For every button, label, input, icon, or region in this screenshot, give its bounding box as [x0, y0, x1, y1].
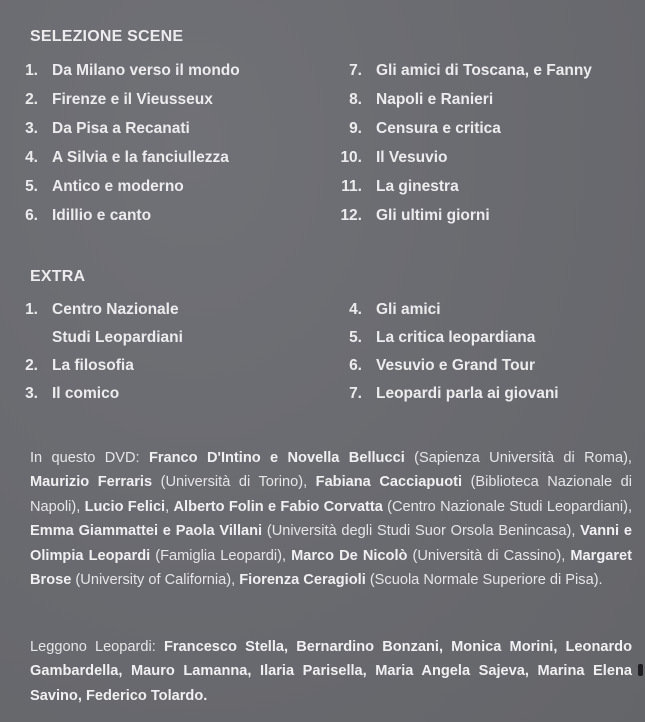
credit-affiliation: (Università degli Studi Suor Orsola Benincasa), — [262, 523, 581, 540]
extra-number: 7. — [349, 385, 362, 402]
extra-list-left — [16, 296, 183, 408]
scene-title: La ginestra — [376, 178, 459, 195]
scene-number: 9. — [349, 120, 362, 137]
extra-heading: EXTRA — [30, 268, 86, 285]
extra-number: 1. — [25, 301, 38, 318]
extra-item[interactable] — [16, 352, 183, 380]
scene-item[interactable] — [16, 114, 240, 143]
scene-item[interactable] — [16, 172, 240, 201]
scene-item[interactable] — [340, 56, 592, 85]
extra-item[interactable] — [340, 324, 559, 352]
credit-affiliation: (Sapienza Università di Roma), — [404, 450, 632, 466]
extra-title: Leopardi parla ai giovani — [376, 385, 559, 402]
extra-number: 2. — [25, 357, 38, 374]
scene-number: 12. — [340, 207, 362, 224]
credit-affiliation: (Università di Cassino), — [407, 547, 571, 564]
credit-name: Fiorenza Ceragioli — [239, 572, 366, 589]
credit-affiliation: (Biblioteca Nazionale di Napoli), — [30, 474, 633, 515]
credit-name: Franco D'Intino e Novella Bellucci — [148, 450, 405, 466]
scene-item[interactable] — [16, 201, 240, 230]
extra-title: Il comico — [52, 385, 120, 402]
scenes-heading: SELEZIONE SCENE — [30, 28, 184, 45]
extra-item[interactable] — [340, 352, 559, 380]
extra-title-continued: Studi Leopardiani — [52, 329, 183, 346]
scene-title: Napoli e Ranieri — [376, 91, 494, 108]
scenes-list-left — [16, 56, 240, 230]
credit-name: Emma Giammattei e Paola Villani — [30, 523, 263, 540]
credits-intro: In questo DVD: — [30, 450, 149, 466]
scene-number: 4. — [25, 149, 38, 166]
extra-item[interactable] — [16, 296, 183, 324]
scene-title: Antico e moderno — [52, 178, 184, 195]
scene-item[interactable] — [16, 85, 240, 114]
scene-title: Da Pisa a Recanati — [52, 120, 190, 137]
scene-title: Idillio e canto — [52, 207, 152, 224]
scene-item[interactable] — [16, 56, 240, 85]
extra-item[interactable] — [340, 380, 559, 408]
extra-item[interactable] — [340, 296, 559, 324]
scene-number: 10. — [340, 149, 362, 166]
scene-number: 5. — [25, 178, 38, 195]
extra-title: Gli amici — [376, 301, 441, 318]
scene-item[interactable] — [340, 172, 592, 201]
scene-title: Censura e critica — [376, 120, 501, 137]
extra-item[interactable] — [16, 380, 183, 408]
extra-title: La critica leopardiana — [376, 329, 536, 346]
credit-affiliation: , — [165, 498, 174, 515]
scene-item[interactable] — [340, 85, 592, 114]
scene-item[interactable] — [340, 143, 592, 172]
scene-title: Firenze e il Vieusseux — [52, 91, 213, 108]
credits-paragraph — [30, 446, 632, 592]
credit-affiliation: (Centro Nazionale Studi Leopardiani), — [382, 498, 633, 515]
credit-affiliation: (Famiglia Leopardi), — [150, 547, 292, 564]
credit-name: Marco De Nicolò — [291, 547, 408, 564]
credit-affiliation: (Scuola Normale Superiore di Pisa). — [365, 572, 603, 589]
scene-number: 11. — [341, 178, 362, 195]
credit-name: Lucio Felici — [84, 498, 166, 515]
scene-number: 6. — [25, 207, 38, 224]
credit-name: Fabiana Cacciapuoti — [315, 474, 463, 491]
scene-number: 8. — [349, 91, 362, 108]
scene-item[interactable] — [340, 114, 592, 143]
readers-paragraph — [30, 635, 632, 708]
extra-title: Vesuvio e Grand Tour — [376, 357, 536, 374]
scene-title: Gli amici di Toscana, e Fanny — [376, 62, 592, 79]
readers-names: Francesco Stella, Bernardino Bonzani, Monica Morini, Leonardo Gambardella, Mauro Lamanna, Ilaria Parisella, Maria Angela Sajeva, Marina Elena Savino, Federico Tolardo. — [30, 639, 633, 704]
extra-number: 6. — [349, 357, 362, 374]
scene-number: 7. — [349, 62, 362, 79]
extra-list-right — [340, 296, 559, 408]
extra-number: 5. — [349, 329, 362, 346]
credit-affiliation: (University of California), — [71, 572, 240, 589]
scene-title: Il Vesuvio — [376, 149, 448, 166]
credit-name: Margaret Brose — [30, 547, 633, 589]
credit-name: Alberto Folin e Fabio Corvatta — [173, 498, 383, 515]
scene-item[interactable] — [340, 201, 592, 230]
extra-number: 4. — [349, 301, 362, 318]
readers-intro: Leggono Leopardi: — [30, 639, 164, 655]
extra-item-continuation — [16, 324, 183, 352]
scenes-list-right — [340, 56, 592, 230]
edge-mark — [638, 664, 643, 676]
scene-number: 3. — [25, 120, 38, 137]
extra-title: La filosofia — [52, 357, 134, 374]
scene-title: Da Milano verso il mondo — [52, 62, 240, 79]
scene-number: 2. — [25, 91, 38, 108]
extra-number: 3. — [25, 385, 38, 402]
scene-item[interactable] — [16, 143, 240, 172]
credit-name: Maurizio Ferraris — [30, 474, 153, 491]
scene-number: 1. — [25, 62, 38, 79]
scene-title: A Silvia e la fanciullezza — [52, 149, 229, 166]
credit-name: Vanni e Olimpia Leopardi — [30, 523, 632, 564]
scene-title: Gli ultimi giorni — [376, 207, 490, 224]
credit-affiliation: (Università di Torino), — [152, 474, 316, 491]
extra-title: Centro Nazionale — [52, 301, 179, 318]
